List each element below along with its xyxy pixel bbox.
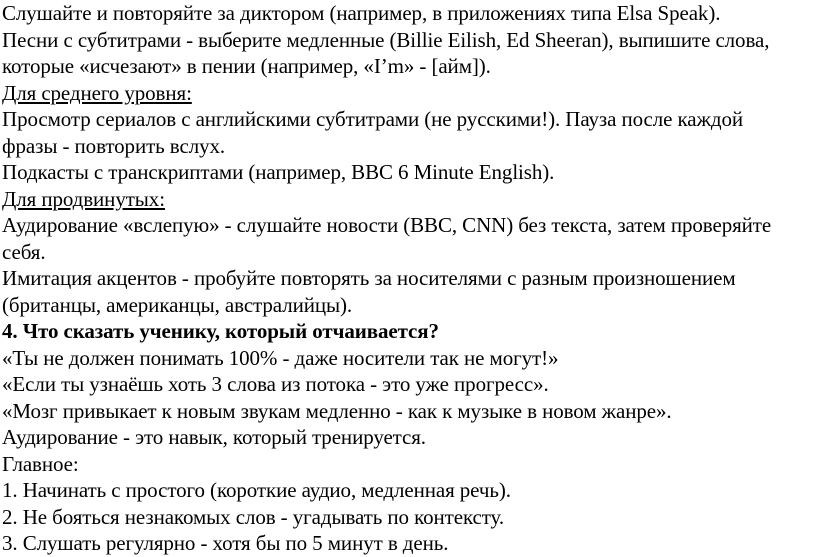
text-line-songs-with-subtitles: Песни с субтитрами - выберите медленные (Billie Eilish, Ed Sheeran), выпишите слова, <box>2 27 770 52</box>
text-line-listening-is-skill: Аудирование - это навык, который тренируется. <box>2 425 426 449</box>
text-line-blind-listening: Аудирование «вслепую» - слушайте новости (BBC, CNN) без текста, затем проверяйте <box>2 213 772 237</box>
text-line-podcasts: Подкасты с транскриптами (например, BBC 6 Minute English). <box>2 160 555 184</box>
text-line-main-points: Главное: <box>2 451 79 476</box>
text-line-speak-with-narrator: Слушайте и повторяйте за диктором (например, в приложениях типа Elsa Speak). <box>2 1 721 25</box>
quote-line-100-percent: «Ты не должен понимать 100% - даже носители так не могут!» <box>2 345 559 370</box>
list-item-unknown-words: 2. Не бояться незнакомых слов - угадывать по контексту. <box>2 504 504 529</box>
section-heading-advanced: Для продвинутых: <box>2 186 165 211</box>
text-line-series-with-subtitles: Просмотр сериалов с английскими субтитрами (не русскими!). Пауза после каждой <box>2 107 744 131</box>
text-line-series-continued: фразы - повторить вслух. <box>2 133 226 158</box>
section-heading-discouraged-student: 4. Что сказать ученику, который отчаивается? <box>2 319 439 343</box>
text-line-songs-continued: которые «исчезают» в пении (например, «I’m» - [айм]). <box>2 54 491 78</box>
list-item-start-simple: 1. Начинать с простого (короткие аудио, медленная речь). <box>2 478 511 502</box>
list-item-listen-regularly: 3. Слушать регулярно - хотя бы по 5 минут в день. <box>2 531 449 555</box>
text-line-accent-imitation: Имитация акцентов - пробуйте повторять за носителями с разным произношением <box>2 266 736 290</box>
text-line-accent-imitation-continued: (британцы, американцы, австралийцы). <box>2 292 353 317</box>
quote-line-brain-adapts: «Мозг привыкает к новым звукам медленно - как к музыке в новом жанре». <box>2 398 672 423</box>
section-heading-intermediate: Для среднего уровня: <box>2 80 192 105</box>
quote-line-three-words: «Если ты узнаёшь хоть 3 слова из потока - это уже прогресс». <box>2 372 549 396</box>
text-line-blind-listening-continued: себя. <box>2 239 46 264</box>
